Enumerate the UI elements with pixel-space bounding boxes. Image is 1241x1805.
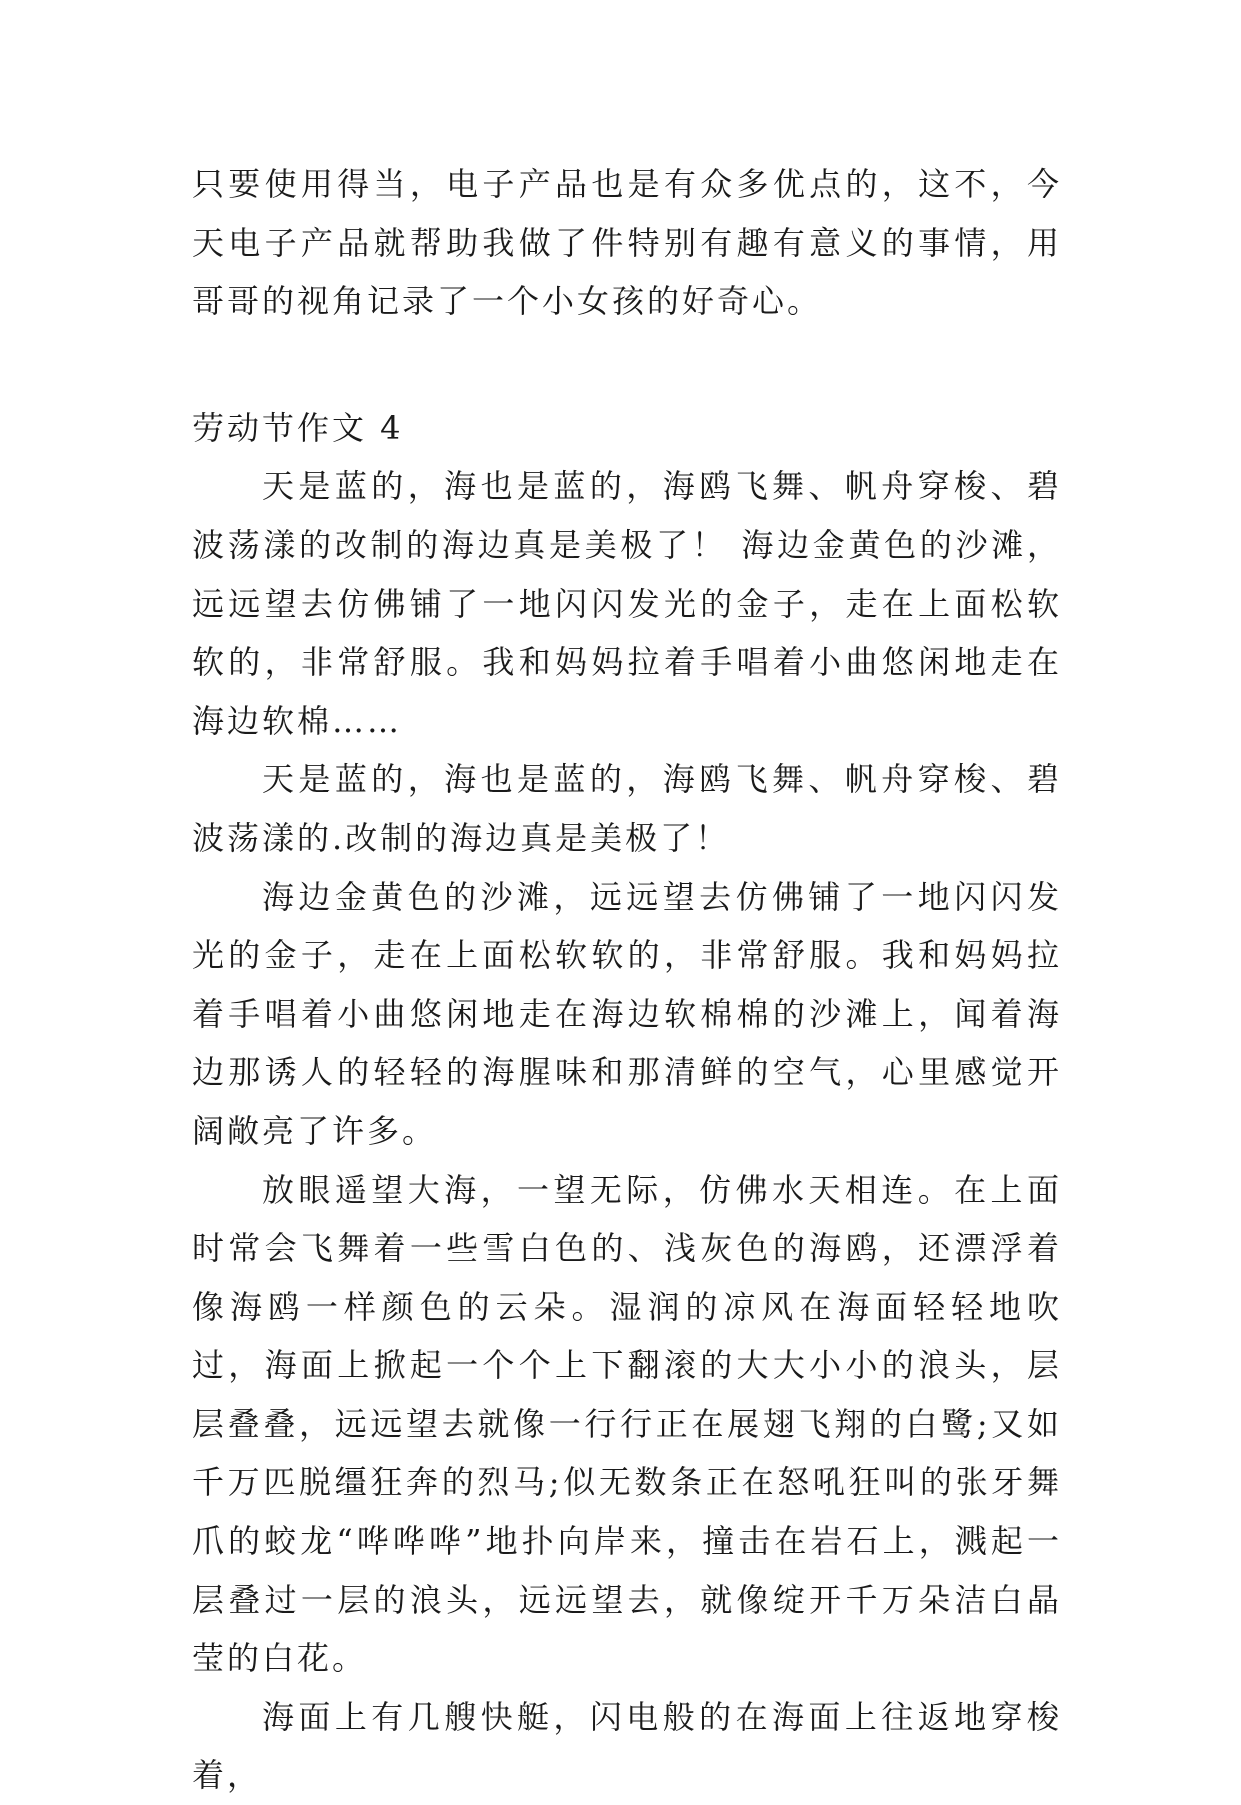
- section-title: 劳动节作文 4: [192, 408, 404, 447]
- document-body: [192, 155, 1062, 1805]
- body-paragraph-5: 海面上有几艘快艇，闪电般的在海面上往返地穿梭着，: [192, 1697, 1062, 1795]
- body-paragraph-2: 天是蓝的，海也是蓝的，海鸥飞舞、帆舟穿梭、碧波荡漾的.改制的海边真是美极了！: [192, 760, 1062, 857]
- body-paragraph-1: 天是蓝的，海也是蓝的，海鸥飞舞、帆舟穿梭、碧波荡漾的改制的海边真是美极了！ 海边金黄色的沙滩，远远望去仿佛铺了一地闪闪发光的金子，走在上面松软软的，非常舒服。我和妈妈拉着手唱着小曲悠闲地走在海边软棉……: [192, 467, 1062, 740]
- section-spacer: [192, 331, 1062, 399]
- body-paragraph-4: 放眼遥望大海，一望无际，仿佛水天相连。在上面时常会飞舞着一些雪白色的、浅灰色的海鸥，还漂浮着像海鸥一样颜色的云朵。湿润的凉风在海面轻轻地吹过，海面上掀起一个个上下翻滚的大大小小的浪头，层层叠叠，远远望去就像一行行正在展翅飞翔的白鹭;又如千万匹脱缰狂奔的烈马;似无数条正在怒吼狂叫的张牙舞爪的蛟龙“哗哗哗”地扑向岸来，撞击在岩石上，溅起一层叠过一层的浪头，远远望去，就像绽开千万朵洁白晶莹的白花。: [192, 1170, 1062, 1678]
- intro-paragraph: 只要使用得当，电子产品也是有众多优点的，这不，今天电子产品就帮助我做了件特别有趣有意义的事情，用哥哥的视角记录了一个小女孩的好奇心。: [192, 165, 1062, 321]
- body-paragraph-3: 海边金黄色的沙滩，远远望去仿佛铺了一地闪闪发光的金子，走在上面松软软的，非常舒服。我和妈妈拉着手唱着小曲悠闲地走在海边软棉棉的沙滩上，闻着海边那诱人的轻轻的海腥味和那清鲜的空气，心里感觉开阔敞亮了许多。: [192, 877, 1062, 1150]
